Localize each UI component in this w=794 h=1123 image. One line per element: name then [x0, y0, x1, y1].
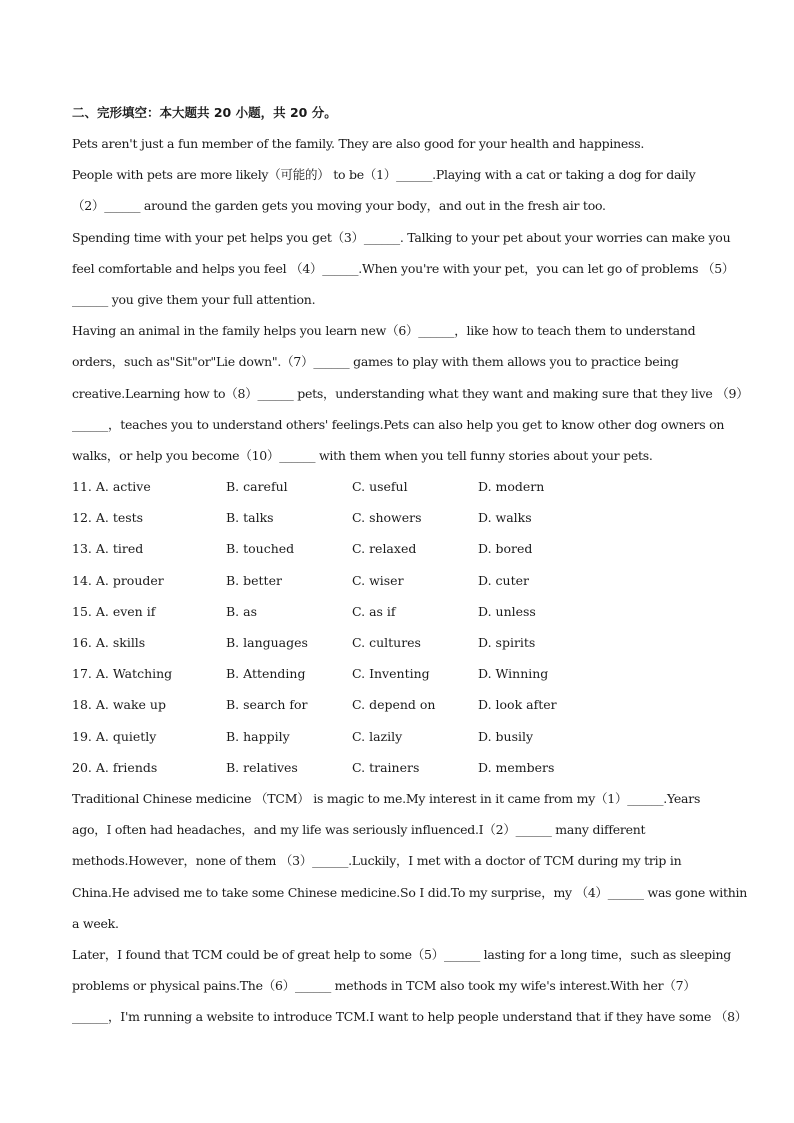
option-a: 14. A. prouder — [72, 572, 164, 588]
passage-line: problems or physical pains.The（6）______ methods in TCM also took my wife's interest.With her（7） — [72, 978, 696, 994]
passage-line: ______，I'm running a website to introduce TCM.I want to help people understand that if they have some （8） — [72, 1009, 748, 1025]
option-c: C. as if — [352, 603, 396, 619]
question-row — [72, 631, 722, 662]
option-c: C. cultures — [352, 635, 421, 650]
option-b: B. careful — [226, 479, 288, 495]
option-b: B. Attending — [226, 666, 306, 682]
question-row — [72, 693, 722, 724]
question-row — [72, 662, 722, 693]
question-row — [72, 475, 722, 506]
option-a: 20. A. friends — [72, 759, 158, 775]
exam-page — [72, 101, 749, 1036]
question-row — [72, 725, 722, 756]
option-c: C. showers — [352, 510, 422, 526]
passage-line: orders，such as"Sit"or"Lie down".（7）______ games to play with them allows you to practice being — [72, 354, 679, 370]
option-d: D. cuter — [478, 572, 529, 588]
passage-line: feel comfortable and helps you feel （4）______.When you're with your pet，you can let go of problems （5） — [72, 260, 735, 276]
option-b: B. relatives — [226, 759, 298, 775]
option-a: 15. A. even if — [72, 603, 156, 619]
option-a: 11. A. active — [72, 479, 151, 495]
passage-line: a week. — [72, 915, 119, 931]
option-b: B. as — [226, 603, 257, 619]
option-d: D. spirits — [478, 635, 536, 650]
option-b: B. happily — [226, 728, 290, 744]
question-options — [72, 475, 722, 787]
option-d: D. busily — [478, 728, 534, 744]
passage-line: （2）______ around the garden gets you moving your body，and out in the fresh air too. — [72, 198, 606, 214]
passage-line: Pets aren't just a fun member of the family. They are also good for your health and happiness. — [72, 136, 645, 151]
question-row — [72, 506, 722, 537]
option-a: 13. A. tired — [72, 541, 144, 557]
question-row — [72, 756, 722, 787]
option-c: C. lazily — [352, 728, 403, 744]
passage-line: People with pets are more likely（可能的） to be（1）______.Playing with a cat or taking a dog for daily — [72, 167, 696, 183]
option-a: 18. A. wake up — [72, 697, 166, 713]
option-c: C. Inventing — [352, 666, 430, 682]
passage-line: China.He advised me to take some Chinese medicine.So I did.To my surprise，my （4）______ was gone within — [72, 884, 748, 900]
option-d: D. Winning — [478, 666, 549, 682]
passage-1 — [72, 132, 749, 475]
passage-line: ______ you give them your full attention. — [72, 291, 316, 307]
option-b: B. better — [226, 572, 282, 588]
option-c: C. relaxed — [352, 541, 417, 557]
question-row — [72, 600, 722, 631]
option-d: D. look after — [478, 697, 557, 713]
option-c: C. wiser — [352, 572, 404, 588]
question-row — [72, 537, 722, 568]
passage-line: Having an animal in the family helps you learn new（6）______，like how to teach them to understand — [72, 323, 696, 339]
option-c: C. useful — [352, 479, 408, 495]
passage-line: walks，or help you become（10）______ with them when you tell funny stories about your pets. — [72, 447, 653, 463]
option-a: 19. A. quietly — [72, 728, 157, 744]
option-d: D. bored — [478, 541, 533, 557]
passage-line: Traditional Chinese medicine （TCM） is magic to me.My interest in it came from my（1）______.Years — [72, 790, 701, 806]
option-d: D. walks — [478, 510, 532, 526]
option-b: B. touched — [226, 541, 295, 557]
option-b: B. languages — [226, 635, 308, 650]
passage-line: ago，I often had headaches，and my life was seriously influenced.I（2）______ many different — [72, 822, 646, 838]
passage-2 — [72, 787, 748, 1037]
passage-line: Spending time with your pet helps you get（3）______. Talking to your pet about your worries can make you — [72, 229, 731, 245]
option-a: 16. A. skills — [72, 635, 146, 650]
option-d: D. modern — [478, 479, 545, 495]
section-title: 二、完形填空：本大题共 20 小题，共 20 分。 — [72, 105, 337, 120]
passage-line: ______，teaches you to understand others' feelings.Pets can also help you get to know other dog owners on — [72, 416, 725, 432]
option-a: 17. A. Watching — [72, 666, 173, 682]
passage-line: Later，I found that TCM could be of great help to some（5）______ lasting for a long time，such as sleeping — [72, 946, 732, 962]
option-b: B. talks — [226, 510, 274, 526]
option-a: 12. A. tests — [72, 510, 144, 526]
option-b: B. search for — [226, 697, 308, 713]
passage-line: creative.Learning how to（8）______ pets，understanding what they want and making sure that they live （9） — [72, 385, 749, 401]
question-row — [72, 569, 722, 600]
option-d: D. unless — [478, 603, 536, 619]
option-c: C. trainers — [352, 759, 420, 775]
passage-line: methods.However，none of them （3）______.Luckily，I met with a doctor of TCM during my trip in — [72, 853, 682, 869]
option-d: D. members — [478, 759, 555, 775]
option-c: C. depend on — [352, 697, 436, 713]
